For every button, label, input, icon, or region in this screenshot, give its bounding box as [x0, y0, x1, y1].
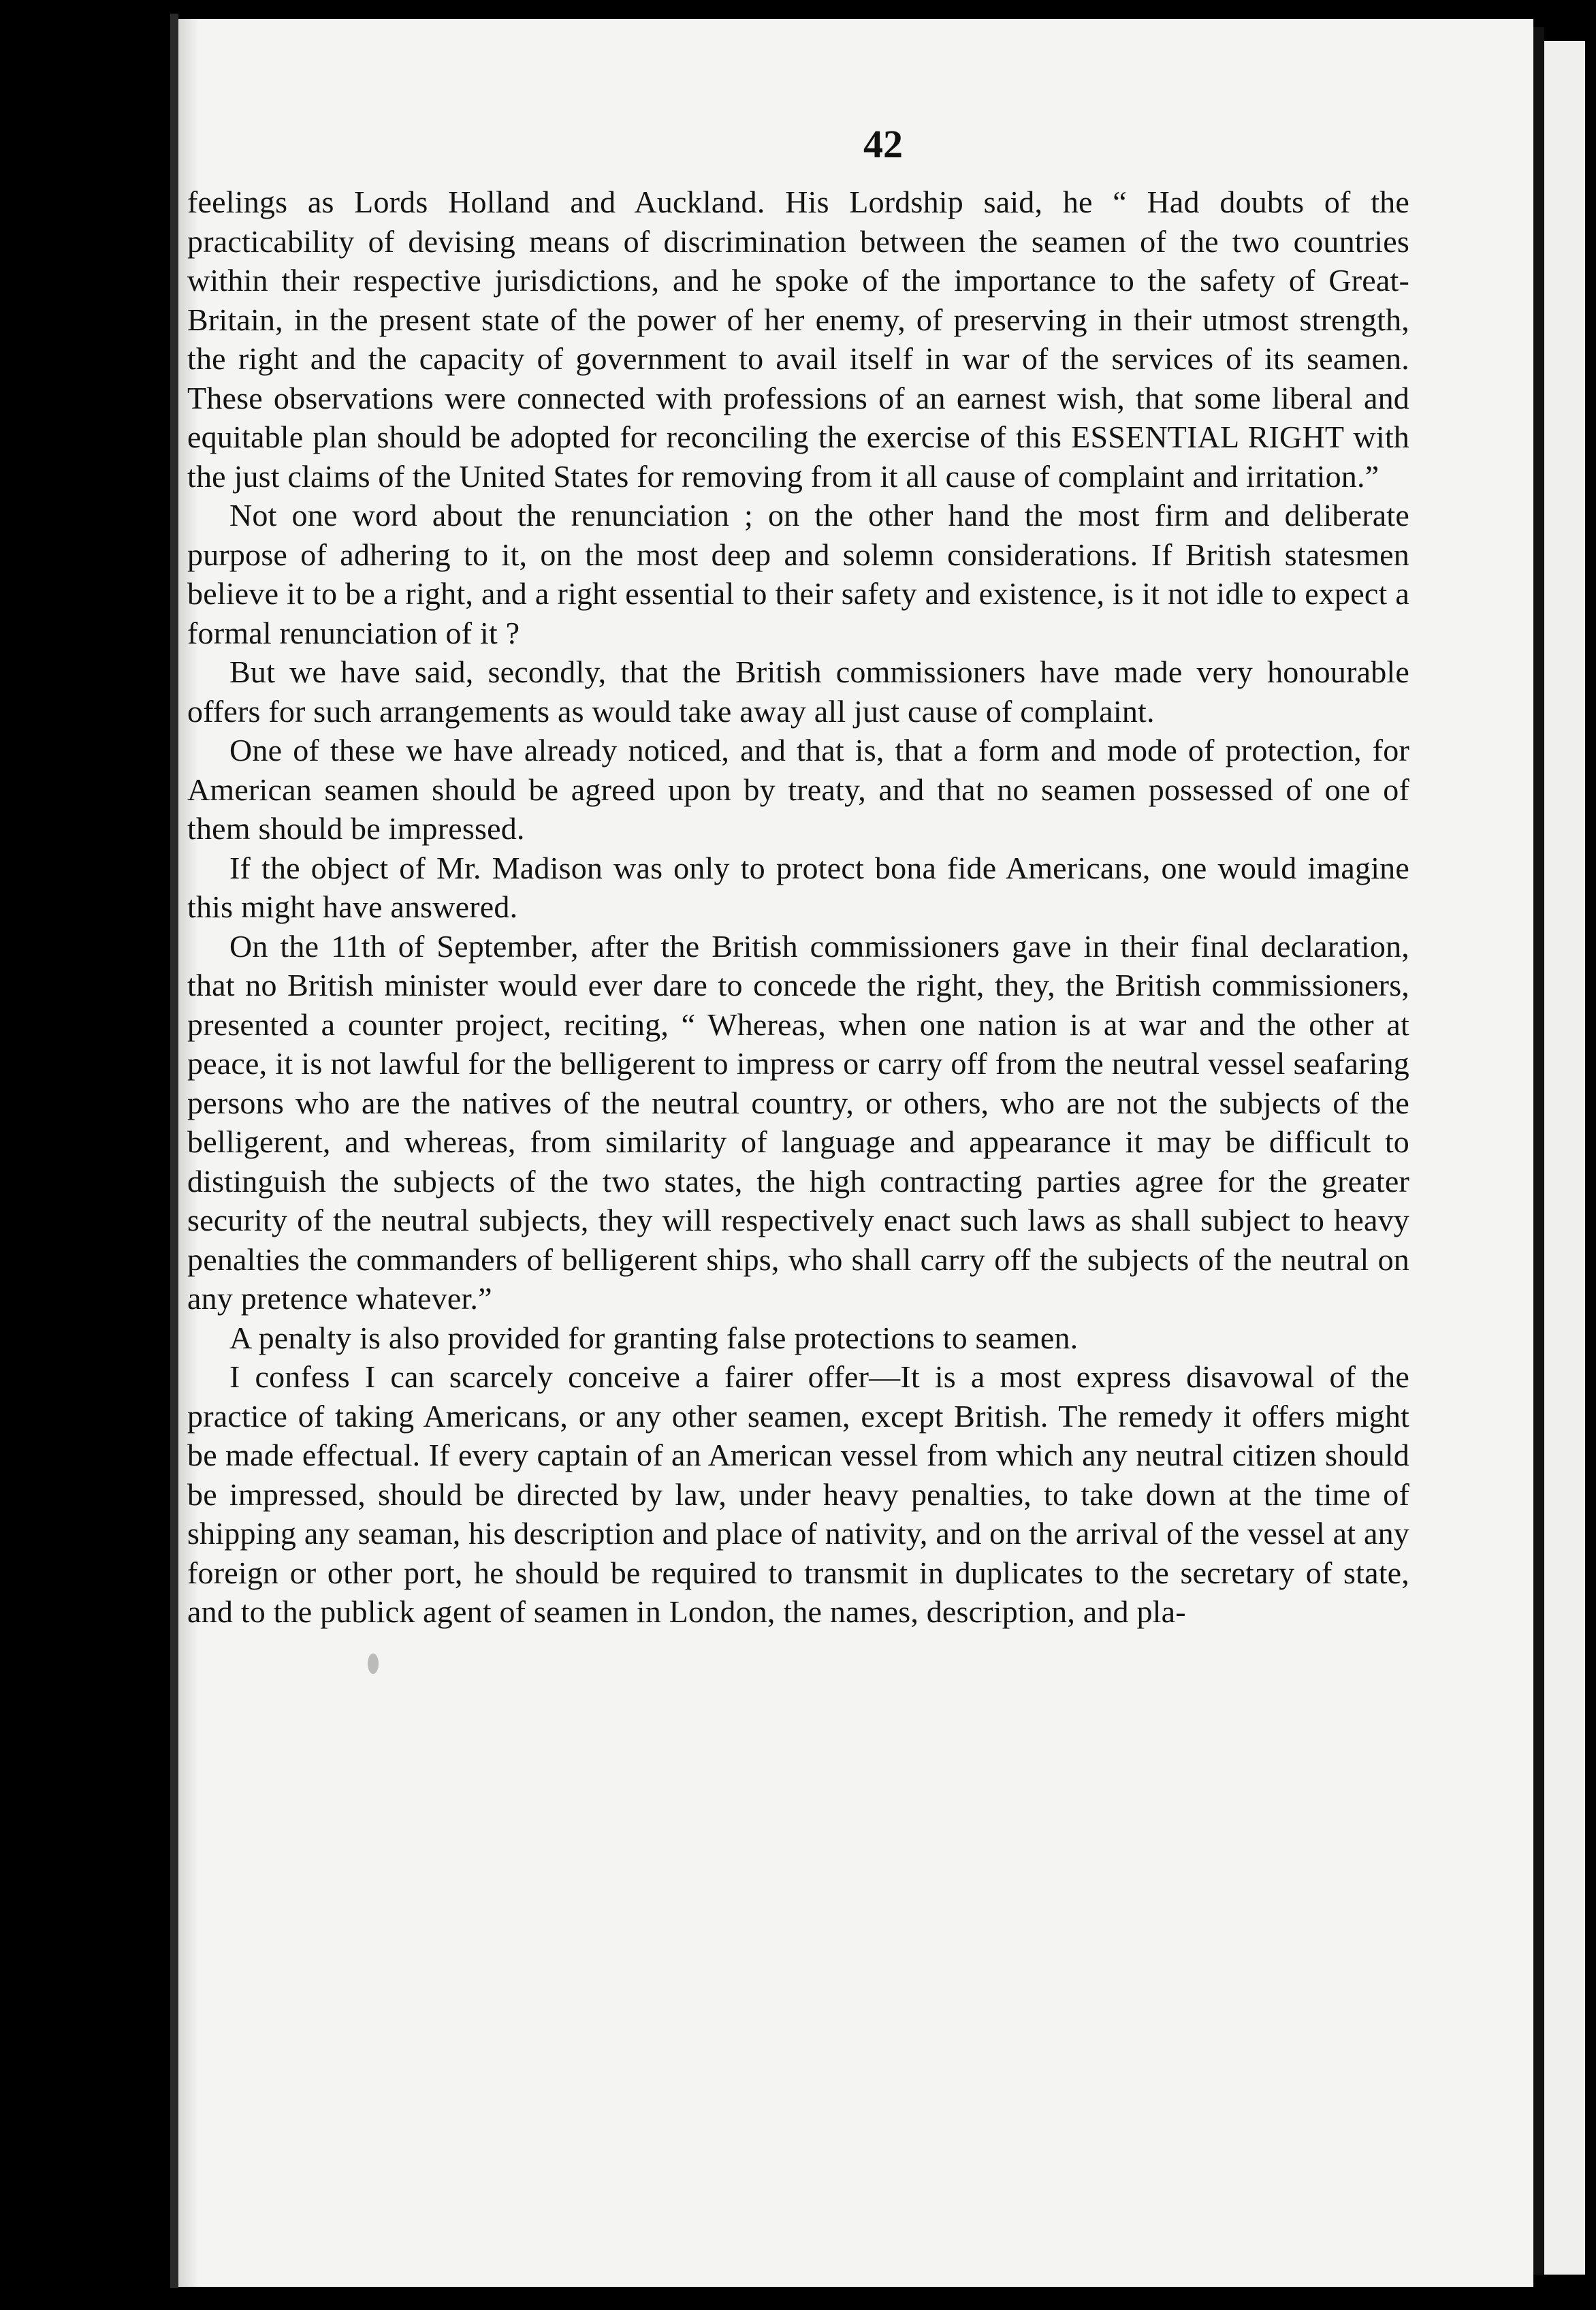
paragraph-6: On the 11th of September, after the British commissioners gave in their final declaration, that no British minister would ever dare to concede the right, they, the British commissioners, presented a counter project, reciting, “ Whereas, when one nation is at war and the other at peace, it is not lawful for the belligerent to impress or carry off from the neutral vessel seafaring persons who are the natives of the neutral country, or others, who are not the subjects of the belligerent, and whereas, from similarity of language and appearance it may be difficult to distinguish the subjects of the two states, the high contracting parties agree for the greater security of the neutral subjects, they will respectively enact such laws as shall subject to heavy penalties the commanders of belligerent ships, who shall carry off the subjects of the neutral on any pretence whatever.”: [187, 928, 1409, 1316]
ink-smudge: [368, 1654, 379, 1674]
paragraph-5: If the object of Mr. Madison was only to protect bona fide Americans, one would imagine this might have answered.: [187, 850, 1409, 924]
paragraph-4: One of these we have already noticed, and that is, that a form and mode of protection, for American seamen should be agreed upon by treaty, and that no seamen possessed of one of them should be impressed.: [187, 733, 1409, 846]
page-number: 42: [863, 122, 903, 166]
adjacent-page-sliver: [1544, 41, 1585, 2275]
paragraph-3: But we have said, secondly, that the British commissioners have made very honourable offers for such arrangements as would take away all just cause of complaint.: [187, 654, 1409, 729]
body-text: [187, 183, 1409, 1632]
paragraph-2: Not one word about the renunciation ; on the other hand the most firm and deliberate purpose of adhering to it, on the most deep and solemn considerations. If British statesmen believe it to be a right, and a right essential to their safety and existence, is it not idle to expect a formal renunciation of it ?: [187, 498, 1409, 650]
paragraph-8: I confess I can scarcely conceive a fairer offer—It is a most express disavowal of the practice of taking Americans, or any other seamen, except British. The remedy it offers might be made effectual. If every captain of an American vessel from which any neutral citizen should be impressed, should be directed by law, under heavy penalties, to take down at the time of shipping any seaman, his description and place of nativity, and on the arrival of the vessel at any foreign or other port, he should be required to transmit in duplicates to the secretary of state, and to the publick agent of seamen in London, the names, description, and pla-: [187, 1359, 1409, 1629]
book-spine-edge: [170, 14, 178, 2288]
paragraph-7: A penalty is also provided for granting false protections to seamen.: [229, 1320, 1079, 1355]
page-edge-shadow: [1533, 27, 1544, 2275]
paragraph-1: feelings as Lords Holland and Auckland. His Lordship said, he “ Had doubts of the practicability of devising means of discrimination between the seamen of the two countries within their respective jurisdictions, and he spoke of the importance to the safety of Great-Britain, in the present state of the power of her enemy, of preserving in their utmost strength, the right and the capacity of government to avail itself in war of the services of its seamen. These observations were connected with professions of an earnest wish, that some liberal and equitable plan should be adopted for reconciling the exercise of this ESSENTIAL RIGHT with the just claims of the United States for removing from it all cause of complaint and irritation.”: [187, 185, 1409, 494]
